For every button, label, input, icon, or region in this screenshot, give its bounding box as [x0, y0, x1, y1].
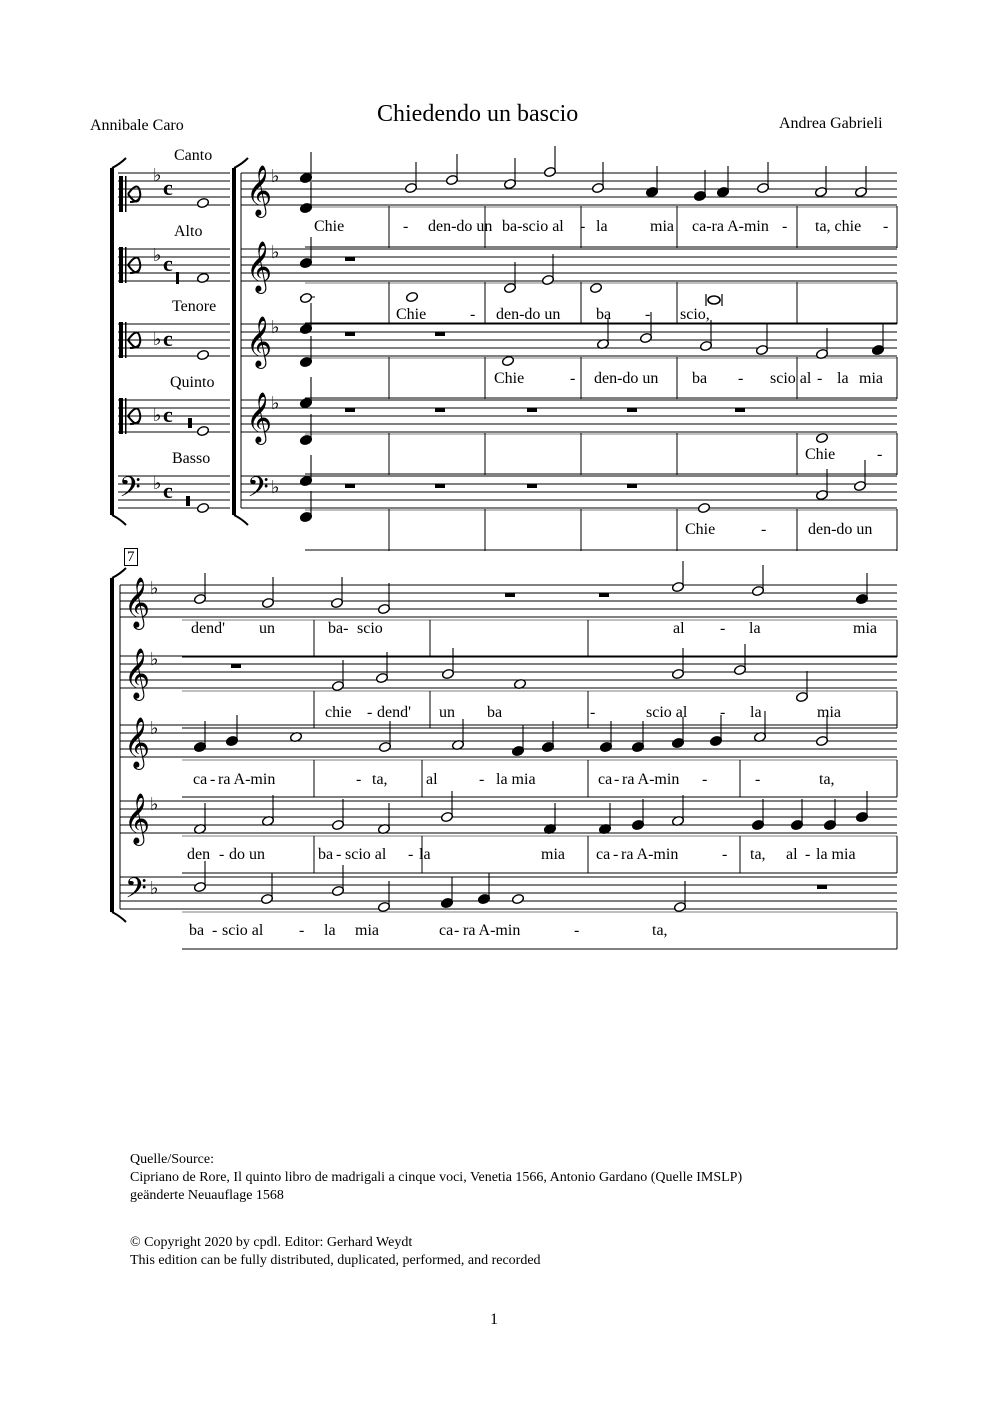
lyric-syllable: ra A-min — [621, 846, 679, 863]
treble-clef: 𝄞 — [124, 649, 151, 698]
lyric-syllable: ra A-min — [463, 922, 521, 939]
whole-rest — [527, 484, 537, 488]
flat-sign: ♭ — [153, 329, 162, 349]
note-whole — [196, 197, 209, 208]
lyric-syllable: un — [439, 704, 455, 721]
lyric-syllable: - — [408, 846, 414, 863]
lyric-syllable: - — [817, 370, 823, 387]
incipit-mark — [186, 496, 190, 506]
source-line-2: geänderte Neuauflage 1568 — [130, 1188, 284, 1203]
lyric-syllable: ta, — [652, 922, 668, 939]
lyric-syllable: la — [324, 922, 336, 939]
lyric-syllable: al — [426, 771, 438, 788]
lyric-syllable: dend' — [377, 704, 411, 721]
flat-sign: ♭ — [271, 166, 280, 186]
note-whole — [196, 502, 209, 513]
incipit-mark — [176, 272, 179, 284]
note-whole — [196, 425, 209, 436]
lyric-syllable: ba — [692, 370, 708, 387]
lyric-syllable: ta, — [750, 846, 766, 863]
lyric-syllable: - — [782, 218, 788, 235]
lyric-syllable: mia — [817, 704, 841, 721]
lyric-syllable: Chie — [314, 218, 345, 235]
flat-sign: ♭ — [150, 794, 159, 814]
page-title: Chiedendo un bascio — [377, 101, 579, 127]
flat-sign: ♭ — [271, 477, 280, 497]
copyright-text: © Copyright 2020 by cpdl. Editor: Gerhard Weydt — [130, 1235, 413, 1250]
flat-sign: ♭ — [150, 578, 159, 598]
page-number: 1 — [490, 1311, 498, 1328]
lyric-syllable: ba — [487, 704, 503, 721]
lyric-syllable: - — [210, 771, 216, 788]
c-clef-bar — [125, 322, 127, 358]
bass-clef: 𝄢 — [119, 473, 141, 510]
lyric-syllable: ra A-min — [218, 771, 276, 788]
flat-sign: ♭ — [153, 473, 162, 493]
flat-sign: ♭ — [153, 245, 162, 265]
bracket-hook — [112, 515, 126, 525]
lyric-syllable: chie — [325, 704, 352, 721]
lyric-syllable: la — [749, 620, 761, 637]
composer-name: Andrea Gabrieli — [779, 115, 883, 132]
lyric-syllable: mia — [853, 620, 877, 637]
lyric-syllable: - — [761, 521, 767, 538]
lyric-syllable: ca — [596, 846, 611, 863]
lyric-syllable: - — [590, 704, 596, 721]
lyric-syllable: ta, — [372, 771, 388, 788]
lyric-syllable: den — [187, 846, 211, 863]
lyric-syllable: la mia — [496, 771, 536, 788]
source-heading: Quelle/Source: — [130, 1152, 214, 1167]
lyric-syllable: - — [212, 922, 218, 939]
time-signature: c — [163, 402, 173, 427]
lyric-syllable: - — [570, 370, 576, 387]
lyric-syllable: al — [786, 846, 798, 863]
voice-label-basso: Basso — [172, 450, 211, 467]
lyric-syllable: la — [596, 218, 608, 235]
lyric-syllable: - — [356, 771, 362, 788]
lyric-syllable: ra A-min — [622, 771, 680, 788]
whole-rest — [435, 484, 445, 488]
flat-sign: ♭ — [150, 878, 159, 898]
whole-rest — [817, 885, 827, 889]
lyric-syllable: scio al — [222, 922, 264, 939]
lyric-syllable: scio al — [646, 704, 688, 721]
lyric-syllable: la — [837, 370, 849, 387]
treble-clef: 𝄞 — [124, 794, 151, 843]
lyric-syllable: - — [755, 771, 761, 788]
lyric-syllable: la — [750, 704, 762, 721]
lyric-syllable: - — [614, 771, 620, 788]
lyric-syllable: den-do un — [594, 370, 659, 387]
note-whole — [196, 272, 209, 283]
incipit-mark — [188, 418, 192, 428]
lyric-syllable: mia — [859, 370, 883, 387]
lyric-syllable: scio al — [770, 370, 812, 387]
time-signature: c — [163, 326, 173, 351]
flat-sign: ♭ — [150, 649, 159, 669]
c-clef-bar — [119, 176, 123, 212]
whole-rest — [627, 484, 637, 488]
lyric-syllable: - — [219, 846, 225, 863]
bass-clef: 𝄢 — [125, 874, 147, 911]
lyric-syllable: scio — [357, 620, 383, 637]
note-whole — [511, 893, 524, 904]
note-whole — [405, 291, 418, 302]
whole-rest — [345, 408, 355, 412]
lyric-syllable: - — [877, 446, 883, 463]
lyric-syllable: ca — [598, 771, 613, 788]
c-clef-bar — [125, 247, 127, 283]
time-signature: c — [163, 175, 173, 200]
lyric-syllable: - — [805, 846, 811, 863]
whole-rest — [627, 408, 637, 412]
lyric-syllable: mia — [650, 218, 674, 235]
treble-clef: 𝄞 — [246, 166, 273, 215]
lyric-syllable: den-do un — [808, 521, 873, 538]
bass-clef: 𝄢 — [247, 473, 269, 510]
treble-clef: 𝄞 — [246, 393, 273, 442]
whole-rest — [505, 593, 515, 597]
lyric-syllable: Chie — [685, 521, 716, 538]
lyric-syllable: - — [613, 846, 619, 863]
lyric-syllable: - — [645, 306, 651, 323]
poet-name: Annibale Caro — [90, 117, 184, 134]
bracket-hook — [112, 158, 126, 168]
lyric-syllable: - — [336, 846, 342, 863]
note-whole — [589, 282, 602, 293]
treble-clef: 𝄞 — [246, 242, 273, 291]
whole-rest — [527, 408, 537, 412]
whole-rest — [345, 332, 355, 336]
lyric-syllable: - — [367, 704, 373, 721]
lyric-syllable: ba — [318, 846, 334, 863]
lyric-syllable: Chie — [805, 446, 836, 463]
measure-number: 7 — [124, 548, 138, 566]
lyric-syllable: al — [673, 620, 685, 637]
c-clef-bar — [119, 247, 123, 283]
whole-rest — [599, 593, 609, 597]
bracket-hook — [234, 515, 248, 525]
lyric-syllable: - — [738, 370, 744, 387]
lyric-syllable: ca-ra A-min — [692, 218, 769, 235]
source-line-1: Cipriano de Rore, Il quinto libro de madrigali a cinque voci, Venetia 1566, Antonio Gardano (Quelle IMSLP) — [130, 1170, 743, 1185]
lyric-syllable: scio al — [345, 846, 387, 863]
lyric-syllable: la — [419, 846, 431, 863]
whole-rest — [435, 332, 445, 336]
lyric-syllable: ba — [596, 306, 612, 323]
voice-label-quinto: Quinto — [170, 374, 215, 391]
lyric-syllable: - — [403, 218, 409, 235]
flat-sign: ♭ — [153, 165, 162, 185]
treble-clef: 𝄞 — [124, 718, 151, 767]
lyric-syllable: ca — [193, 771, 208, 788]
lyric-syllable: - — [574, 922, 580, 939]
c-clef-bar — [119, 398, 123, 434]
lyric-syllable: mia — [355, 922, 379, 939]
lyric-syllable: - — [470, 306, 476, 323]
note-whole — [697, 502, 710, 513]
flat-sign: ♭ — [271, 317, 280, 337]
note-whole — [299, 292, 312, 303]
lyric-syllable: do un — [229, 846, 265, 863]
voice-label-canto: Canto — [174, 147, 213, 164]
lyric-syllable: ba- — [328, 620, 349, 637]
flat-sign: ♭ — [153, 405, 162, 425]
lyric-syllable: - — [702, 771, 708, 788]
whole-rest — [735, 408, 745, 412]
whole-rest — [231, 664, 241, 668]
lyric-syllable: ba-scio al — [502, 218, 564, 235]
bracket-hook — [112, 912, 126, 922]
license-text: This edition can be fully distributed, duplicated, performed, and recorded — [130, 1253, 541, 1268]
c-clef-bar — [125, 176, 127, 212]
lyric-syllable: - — [479, 771, 485, 788]
lyric-syllable: ta, — [819, 771, 835, 788]
treble-clef: 𝄞 — [124, 578, 151, 627]
note-whole — [196, 349, 209, 360]
lyric-syllable: den-do un — [428, 218, 493, 235]
lyric-syllable: - — [722, 846, 728, 863]
c-clef-bar — [125, 398, 127, 434]
lyric-syllable: - — [580, 218, 586, 235]
bracket-hook — [112, 568, 126, 578]
note-whole — [501, 355, 514, 366]
voice-label-tenore: Tenore — [172, 298, 217, 315]
time-signature: c — [163, 478, 173, 503]
time-signature: c — [163, 251, 173, 276]
lyric-syllable: dend' — [191, 620, 225, 637]
lyric-syllable: ca — [439, 922, 454, 939]
lyric-syllable: Chie — [396, 306, 427, 323]
lyric-syllable: Chie — [494, 370, 525, 387]
c-clef-bar — [119, 322, 123, 358]
lyric-syllable: den-do un — [496, 306, 561, 323]
whole-rest — [435, 408, 445, 412]
whole-rest — [345, 257, 355, 261]
lyric-syllable: - — [883, 218, 889, 235]
whole-rest — [345, 484, 355, 488]
flat-sign: ♭ — [271, 242, 280, 262]
lyric-syllable: ta, chie — [815, 218, 862, 235]
voice-label-alto: Alto — [174, 223, 203, 240]
lyric-syllable: ba — [189, 922, 205, 939]
note-breve — [708, 296, 720, 304]
flat-sign: ♭ — [150, 718, 159, 738]
lyric-syllable: - — [454, 922, 460, 939]
flat-sign: ♭ — [271, 393, 280, 413]
lyric-syllable: - — [720, 620, 726, 637]
lyric-syllable: mia — [541, 846, 565, 863]
lyric-syllable: un — [259, 620, 275, 637]
treble-clef: 𝄞 — [246, 317, 273, 366]
lyric-syllable: - — [720, 704, 726, 721]
lyric-syllable: scio, — [680, 306, 710, 323]
lyric-syllable: la mia — [816, 846, 856, 863]
lyric-syllable: - — [299, 922, 305, 939]
